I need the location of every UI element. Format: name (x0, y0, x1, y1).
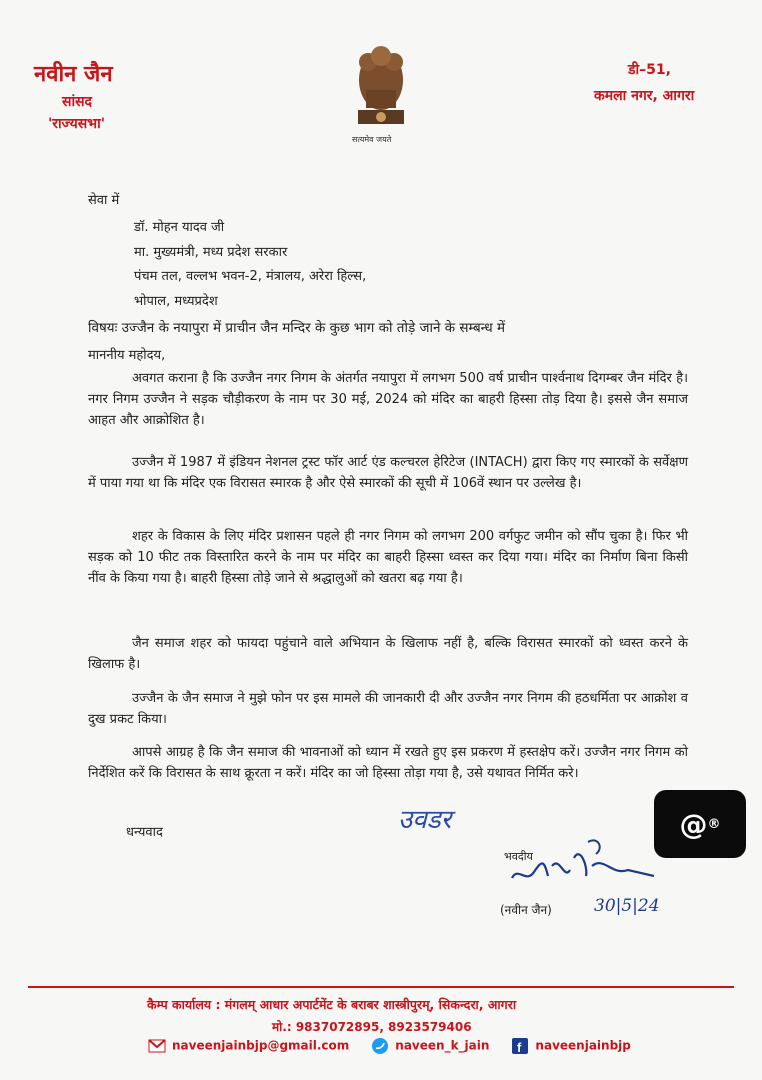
email-text: naveenjainbjp@gmail.com (172, 1038, 350, 1053)
paragraph-text: शहर के विकास के लिए मंदिर प्रशासन पहले ही नगर निगम को लगभग 200 वर्गफुट जमीन को सौंप चुका है। फिर भी सड़क को 10 फीट तक विस्तारित करने के नाम पर मंदिर का बाहरी हिस्सा ध्वस्त कर दिया गया। मंदिर का निर्माण बिना किसी नींव के किया गया है। बाहरी हिस्सा तोड़े जाने से श्रद्धालुओं को खतरा बढ़ गया है। (88, 529, 688, 586)
facebook-contact[interactable] (511, 1038, 630, 1054)
camp-office: कैम्प कार्यालय : मंगलम् आधार अपार्टमेंट के बराबर शास्त्रीपुरम्, सिकन्दरा, आगरा (147, 997, 517, 1012)
recipient-line: पंचम तल, वल्लभ भवन-2, मंत्रालय, अरेरा हिल्स, (134, 269, 367, 284)
paragraph (88, 688, 688, 730)
salutation: माननीय महोदय, (88, 348, 166, 363)
paragraph-text: उज्जैन में 1987 में इंडियन नेशनल ट्रस्ट फॉर आर्ट एंड कल्चरल हेरिटेज (INTACH) द्वारा किए गए स्मारकों के सर्वेक्षण में पाया गया था कि मंदिर एक विरासत स्मारक है और ऐसे स्मारकों की सूची में 106वें स्थान पर उल्लेख है। (88, 455, 688, 491)
paragraph-text: उज्जैन के जैन समाज ने मुझे फोन पर इस मामले की जानकारी दी और उज्जैन नगर निगम की हठधर्मिता पर आक्रोश व दुख प्रकट किया। (88, 691, 688, 727)
paragraph-text: आपसे आग्रह है कि जैन समाज की भावनाओं को ध्यान में रखते हुए इस प्रकरण में हस्तक्षेप करें। उज्जैन नगर निगम को निर्देशित करें कि विरासत के साथ क्रूरता न करें। मंदिर का जो हिस्सा तोड़ा गया है, उसे यथावत निर्मित करे। (88, 745, 688, 781)
house-name: 'राज्यसभा' (48, 116, 105, 132)
mobile-numbers: मो.: 9837072895, 8923579406 (272, 1020, 472, 1034)
paragraph (88, 526, 688, 589)
email-contact[interactable] (148, 1038, 349, 1054)
paragraph (88, 633, 688, 675)
facebook-icon (511, 1038, 529, 1054)
signature-icon (508, 836, 658, 896)
badge-registered-mark: ® (707, 816, 721, 832)
emblem-motto: सत्यमेव जयते (352, 135, 392, 144)
badge-symbol: @ (679, 807, 708, 841)
gmail-icon (148, 1038, 166, 1054)
recipient-line: मा. मुख्यमंत्री, मध्य प्रदेश सरकार (134, 244, 288, 260)
contact-row (148, 1038, 631, 1054)
facebook-text: naveenjainbjp (535, 1038, 631, 1053)
yours-label: भवदीय (504, 850, 533, 863)
twitter-icon (371, 1038, 389, 1054)
designation: सांसद (62, 94, 92, 110)
watermark-badge (654, 790, 746, 858)
address-line1: डी–51, (628, 62, 671, 78)
twitter-contact[interactable] (371, 1038, 489, 1054)
paragraph (88, 452, 688, 494)
signer-name: (नवीन जैन) (500, 903, 552, 917)
to-label: सेवा में (88, 193, 120, 208)
recipient-address (134, 216, 366, 314)
paragraph (88, 368, 688, 431)
mp-name: नवीन जैन (34, 62, 113, 87)
footer-divider (28, 986, 734, 988)
address-line2: कमला नगर, आगरा (594, 88, 695, 104)
paragraph-text: जैन समाज शहर को फायदा पहुंचाने वाले अभियान के खिलाफ नहीं है, बल्कि विरासत स्मारकों को ध्वस्त करने के खिलाफ है। (88, 636, 688, 672)
handwritten-stamp: उवडर (398, 805, 452, 835)
paragraph-text: अवगत कराना है कि उज्जैन नगर निगम के अंतर्गत नयापुरा में लगभग 500 वर्ष प्राचीन पार्श्वनाथ दिगम्बर जैन मंदिर है। नगर निगम उज्जैन ने सड़क चौड़ीकरण के नाम पर 30 मई, 2024 को मंदिर का बाहरी हिस्सा तोड़ दिया है। इससे जैन समाज आहत और आक्रोशित है। (88, 371, 688, 428)
paragraph (88, 742, 688, 784)
handwritten-date: 30|5|24 (594, 896, 660, 916)
twitter-text: naveen_k_jain (395, 1038, 490, 1053)
national-emblem-icon (346, 40, 416, 130)
subject-line: विषयः उज्जैन के नयापुरा में प्राचीन जैन मन्दिर के कुछ भाग को तोड़े जाने के सम्बन्ध में (88, 320, 506, 336)
svg-text:f: f (517, 1040, 522, 1054)
thanks: धन्यवाद (126, 825, 163, 840)
recipient-line: डॉ. मोहन यादव जी (134, 220, 225, 235)
recipient-line: भोपाल, मध्यप्रदेश (134, 293, 218, 309)
